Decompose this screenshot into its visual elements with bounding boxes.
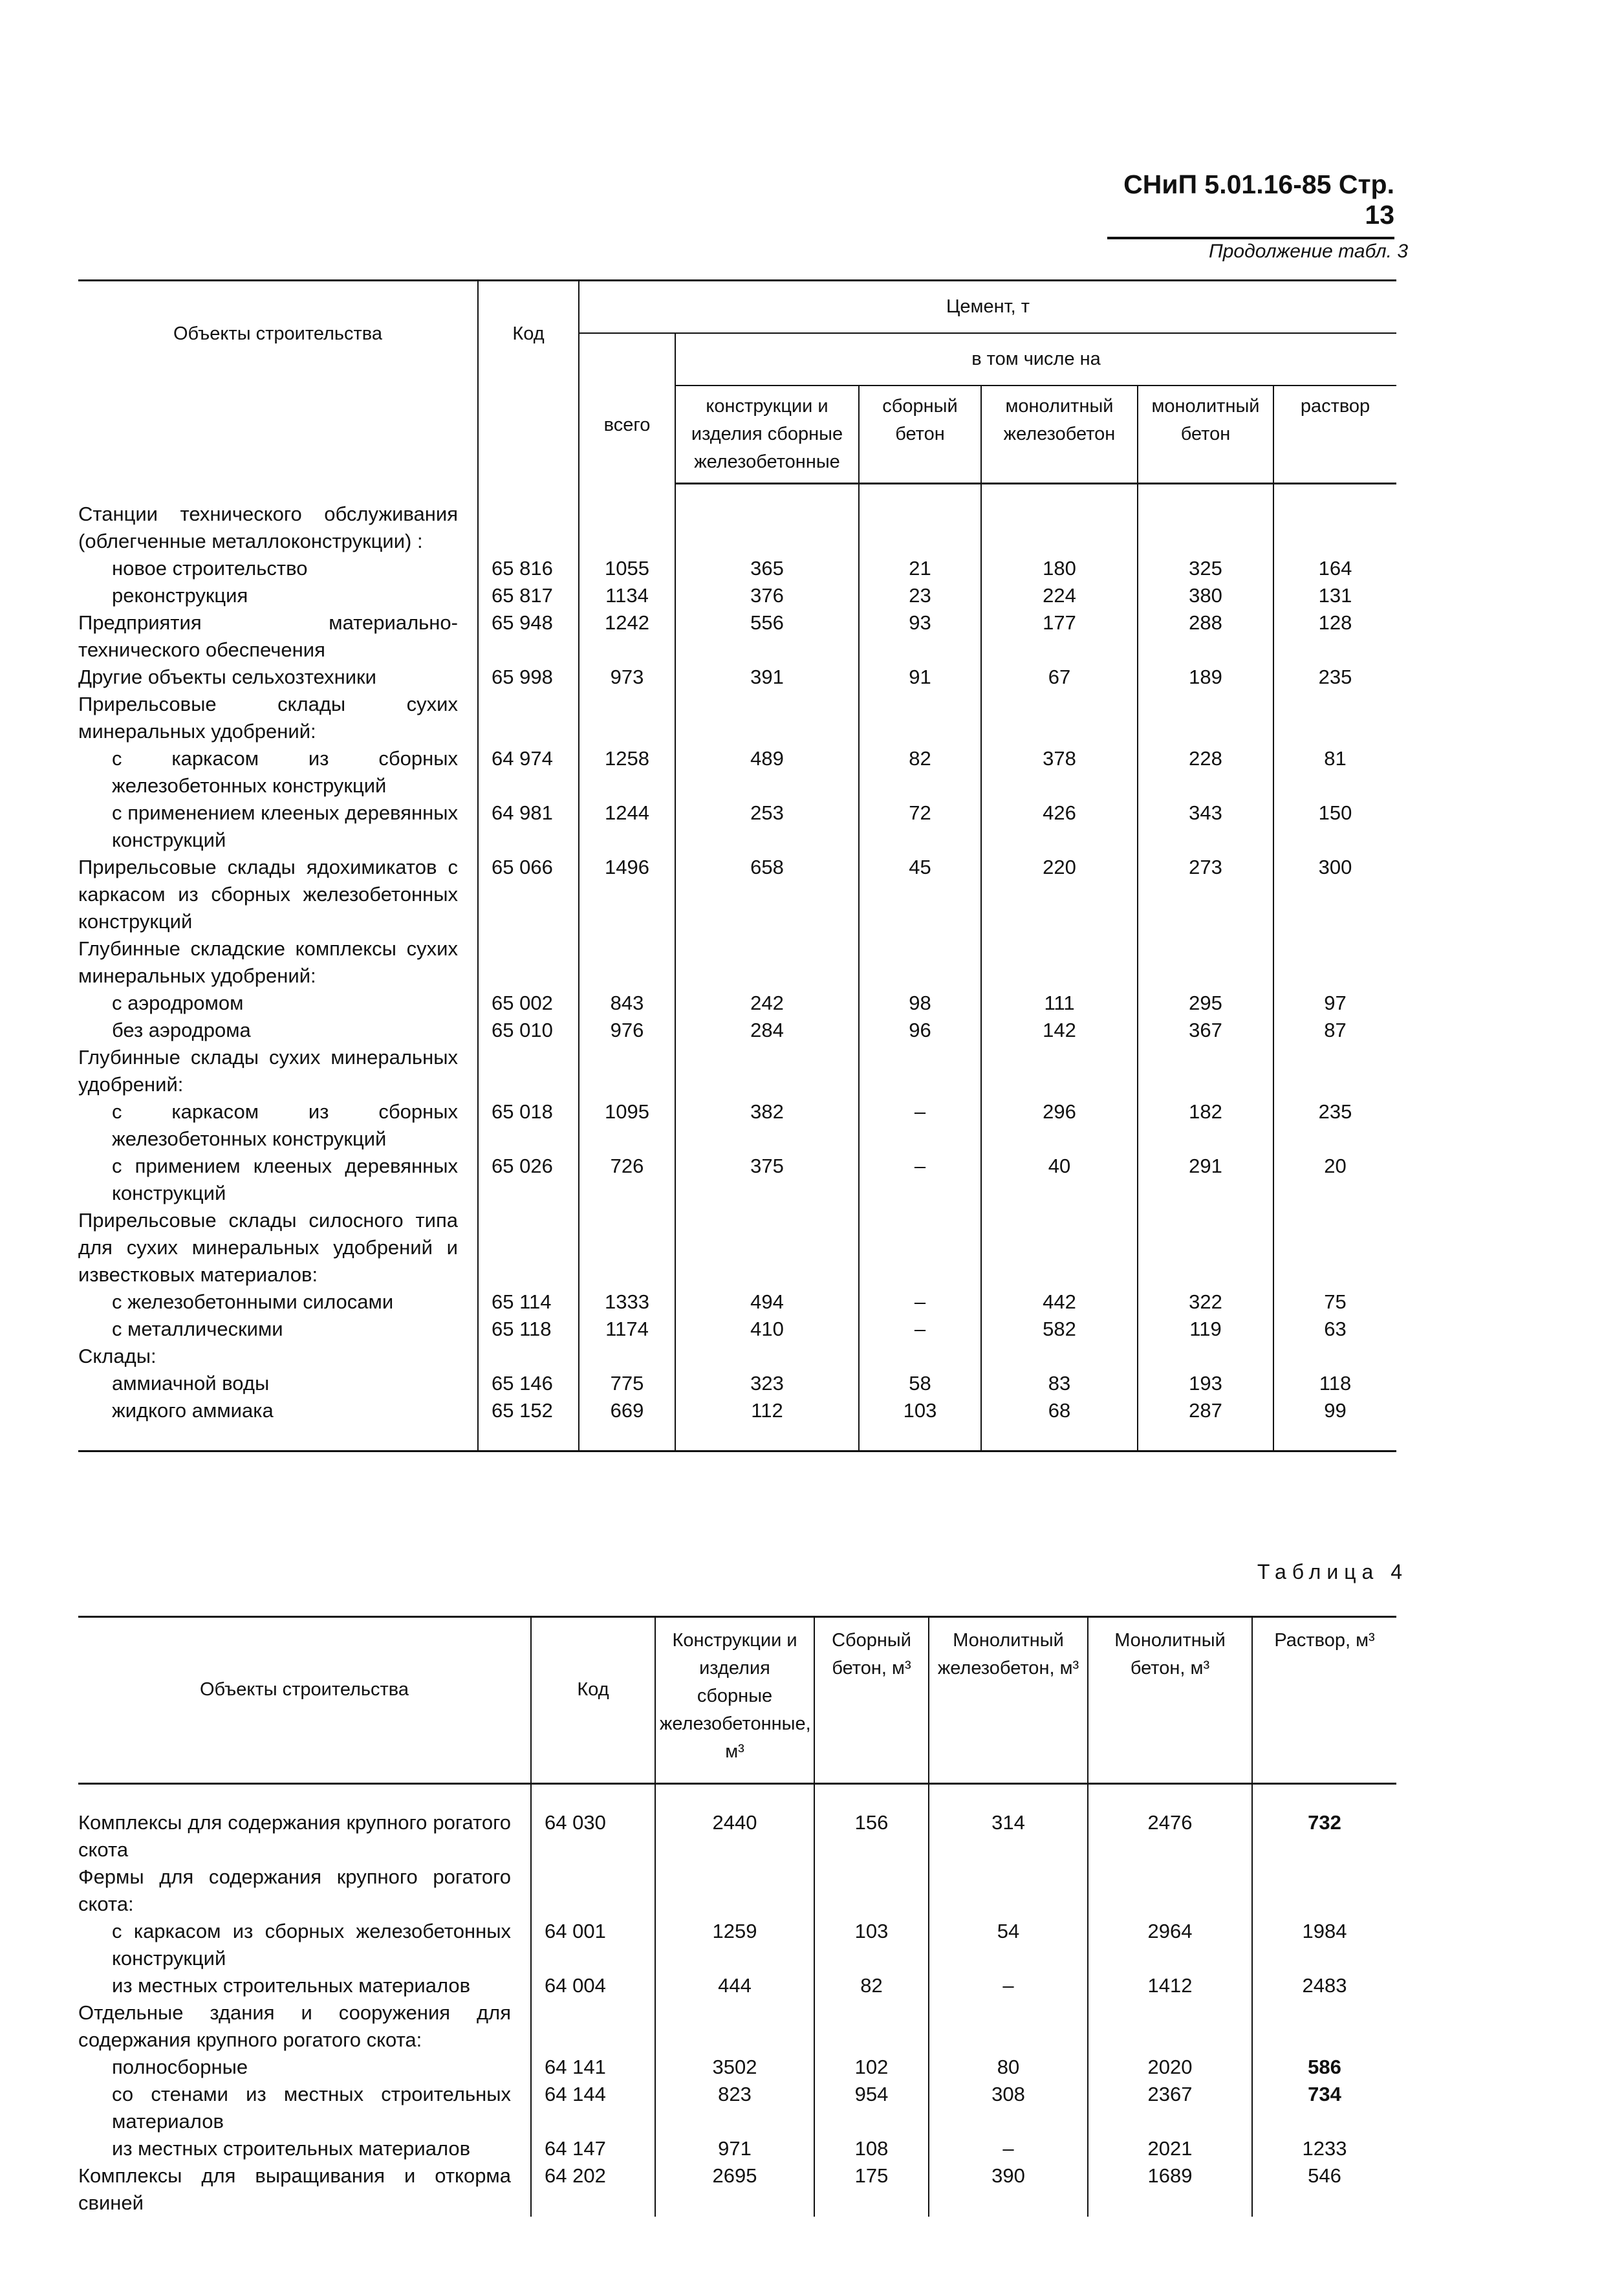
row-value: – — [859, 1098, 981, 1153]
row-value — [1138, 484, 1273, 555]
row-code: 65 146 — [478, 1370, 579, 1397]
row-name: Глубинные складские комплексы сухих минеральных удобрений: — [78, 937, 458, 987]
row-value: 390 — [929, 2162, 1088, 2217]
table-4 — [78, 1616, 1396, 2217]
cement-header: Цемент, т — [579, 281, 1396, 334]
row-value: 220 — [981, 854, 1138, 935]
row-value — [859, 1044, 981, 1098]
row-value: 273 — [1138, 854, 1273, 935]
row-name: Комплексы для содержания крупного рогатого скота — [78, 1811, 511, 1861]
row-value: 2367 — [1088, 2081, 1252, 2135]
row-name: новое строительство — [112, 556, 308, 580]
row-code: 65 998 — [478, 664, 579, 691]
col-monolithic-rc-header: Монолитный железобетон, м³ — [929, 1617, 1088, 1784]
row-value — [981, 1044, 1138, 1098]
row-value — [1273, 1207, 1396, 1288]
row-value: 224 — [981, 582, 1138, 609]
row-name: с каркасом из сборных железобетонных конструкций — [112, 1100, 458, 1150]
row-code: 65 152 — [478, 1397, 579, 1451]
row-value: 391 — [675, 664, 859, 691]
row-value: 1412 — [1088, 1972, 1252, 1999]
row-value: 586 — [1252, 2054, 1396, 2081]
row-value — [929, 1864, 1088, 1918]
col-code-header: Код — [478, 281, 579, 484]
table4-body — [78, 1784, 1396, 2217]
row-value: 91 — [859, 664, 981, 691]
row-code: 65 018 — [478, 1098, 579, 1153]
row-value: – — [929, 1972, 1088, 1999]
row-code — [478, 935, 579, 990]
table-row — [78, 1044, 1396, 1098]
row-value: 63 — [1273, 1316, 1396, 1343]
row-value: 142 — [981, 1017, 1138, 1044]
row-value: 150 — [1273, 799, 1396, 854]
col-monolithic-rc-header: монолитный железобетон — [981, 386, 1138, 484]
table-row — [78, 1153, 1396, 1207]
row-value — [981, 484, 1138, 555]
row-value: 843 — [579, 990, 675, 1017]
row-value: 111 — [981, 990, 1138, 1017]
row-code — [478, 1207, 579, 1288]
row-value — [1088, 1999, 1252, 2054]
table-row — [78, 1397, 1396, 1451]
row-value — [981, 691, 1138, 745]
row-name: Станции технического обслуживания (облегченные металлоконструкции) : — [78, 502, 458, 552]
row-code: 65 002 — [478, 990, 579, 1017]
row-value: – — [859, 1153, 981, 1207]
row-value — [1273, 484, 1396, 555]
table-row — [78, 745, 1396, 799]
row-code — [531, 1999, 655, 2054]
row-value: 54 — [929, 1918, 1088, 1972]
row-value — [579, 1207, 675, 1288]
row-code — [478, 484, 579, 555]
row-value — [814, 1864, 929, 1918]
row-value — [675, 935, 859, 990]
row-name: Предприятия материально-технического обеспечения — [78, 611, 458, 661]
row-value: 669 — [579, 1397, 675, 1451]
row-name: с примением клееных деревянных конструкций — [112, 1154, 458, 1204]
row-value: 343 — [1138, 799, 1273, 854]
row-value: 1242 — [579, 609, 675, 664]
table-row — [78, 555, 1396, 582]
row-value: 322 — [1138, 1288, 1273, 1316]
row-value: 68 — [981, 1397, 1138, 1451]
table-row — [78, 2081, 1396, 2135]
table-row — [78, 1370, 1396, 1397]
row-name: жидкого аммиака — [112, 1398, 274, 1422]
page-header: СНиП 5.01.16-85 Стр. 13 — [1107, 169, 1394, 239]
row-value: 296 — [981, 1098, 1138, 1153]
row-value: 112 — [675, 1397, 859, 1451]
row-value: 2483 — [1252, 1972, 1396, 1999]
row-value: 1134 — [579, 582, 675, 609]
row-value: 314 — [929, 1784, 1088, 1864]
row-value: 426 — [981, 799, 1138, 854]
row-value — [1273, 1343, 1396, 1370]
row-value: 67 — [981, 664, 1138, 691]
row-value: 99 — [1273, 1397, 1396, 1451]
row-value: 93 — [859, 609, 981, 664]
col-mortar-header: раствор — [1273, 386, 1396, 484]
row-name: с железобетонными силосами — [112, 1290, 394, 1313]
row-value — [1273, 1044, 1396, 1098]
col-precast-concrete-header: сборный бетон — [859, 386, 981, 484]
row-value — [1138, 1207, 1273, 1288]
col-monolithic-concrete-header: монолитный бетон — [1138, 386, 1273, 484]
row-value: 726 — [579, 1153, 675, 1207]
row-value: 1055 — [579, 555, 675, 582]
row-value: 75 — [1273, 1288, 1396, 1316]
row-code — [478, 1343, 579, 1370]
row-value: 45 — [859, 854, 981, 935]
row-value: 177 — [981, 609, 1138, 664]
row-name: из местных строительных материалов — [112, 2137, 471, 2160]
row-value — [579, 1343, 675, 1370]
row-value: 175 — [814, 2162, 929, 2217]
row-code: 65 010 — [478, 1017, 579, 1044]
row-value — [1088, 1864, 1252, 1918]
table-row — [78, 1207, 1396, 1288]
row-value: 98 — [859, 990, 981, 1017]
row-name: с каркасом из сборных железобетонных конструкций — [112, 746, 458, 797]
table-row — [78, 1972, 1396, 1999]
row-value — [1138, 1343, 1273, 1370]
row-name: Прирельсовые склады ядохимикатов с каркасом из сборных железобетонных конструкций — [78, 855, 458, 933]
row-value — [981, 1343, 1138, 1370]
row-value: 228 — [1138, 745, 1273, 799]
table-row — [78, 1784, 1396, 1864]
row-code: 65 948 — [478, 609, 579, 664]
row-value: 444 — [655, 1972, 814, 1999]
row-value: 954 — [814, 2081, 929, 2135]
row-name: со стенами из местных строительных материалов — [112, 2083, 511, 2133]
row-value: 658 — [675, 854, 859, 935]
row-value: 164 — [1273, 555, 1396, 582]
row-value: 1095 — [579, 1098, 675, 1153]
row-value: 72 — [859, 799, 981, 854]
table3-body — [78, 484, 1396, 1451]
row-value: 382 — [675, 1098, 859, 1153]
row-value: 494 — [675, 1288, 859, 1316]
row-name: Комплексы для выращивания и откорма свиней — [78, 2164, 511, 2214]
row-name: Прирельсовые склады силосного типа для сухих минеральных удобрений и известковых материалов: — [78, 1208, 458, 1286]
row-value: 180 — [981, 555, 1138, 582]
row-code: 64 147 — [531, 2135, 655, 2162]
row-name: Отдельные здания и сооружения для содержания крупного рогатого скота: — [78, 2001, 511, 2051]
row-value: 2021 — [1088, 2135, 1252, 2162]
row-value — [579, 484, 675, 555]
row-value — [675, 484, 859, 555]
col-objects-header: Объекты строительства — [173, 323, 383, 344]
row-value: 118 — [1273, 1370, 1396, 1397]
row-value: 308 — [929, 2081, 1088, 2135]
row-value — [675, 1343, 859, 1370]
row-value: 82 — [814, 1972, 929, 1999]
table-row — [78, 854, 1396, 935]
row-value: 103 — [814, 1918, 929, 1972]
row-value: – — [859, 1288, 981, 1316]
row-value: 378 — [981, 745, 1138, 799]
row-code: 64 030 — [531, 1784, 655, 1864]
row-value — [859, 1207, 981, 1288]
row-value: 108 — [814, 2135, 929, 2162]
row-value: 976 — [579, 1017, 675, 1044]
col-code-header: Код — [531, 1617, 655, 1784]
row-name: Склады: — [78, 1344, 157, 1367]
col-mortar-header: Раствор, м³ — [1252, 1617, 1396, 1784]
row-value — [859, 935, 981, 990]
row-value: 96 — [859, 1017, 981, 1044]
row-value: 973 — [579, 664, 675, 691]
table-row — [78, 484, 1396, 555]
row-value: 367 — [1138, 1017, 1273, 1044]
row-value: 1496 — [579, 854, 675, 935]
table-row — [78, 664, 1396, 691]
row-value: 1233 — [1252, 2135, 1396, 2162]
row-value: 40 — [981, 1153, 1138, 1207]
row-value: 2020 — [1088, 2054, 1252, 2081]
row-value: 556 — [675, 609, 859, 664]
table3-continuation-label: Продолжение табл. 3 — [1209, 241, 1408, 262]
row-value: 734 — [1252, 2081, 1396, 2135]
row-value — [859, 1343, 981, 1370]
table4-label: Таблица 4 — [1257, 1560, 1408, 1583]
row-value: 1174 — [579, 1316, 675, 1343]
row-value: 189 — [1138, 664, 1273, 691]
row-name: без аэродрома — [112, 1018, 251, 1041]
row-value: 235 — [1273, 1098, 1396, 1153]
row-value: 287 — [1138, 1397, 1273, 1451]
row-value — [981, 1207, 1138, 1288]
table-3 — [78, 279, 1396, 1452]
col-precast-concrete-header: Сборный бетон, м³ — [814, 1617, 929, 1784]
row-value: 323 — [675, 1370, 859, 1397]
row-code: 65 026 — [478, 1153, 579, 1207]
row-name: полносборные — [112, 2056, 248, 2078]
row-value — [814, 1999, 929, 2054]
row-value: 242 — [675, 990, 859, 1017]
table-row — [78, 2054, 1396, 2081]
row-value: 82 — [859, 745, 981, 799]
row-value — [579, 935, 675, 990]
table-row — [78, 1918, 1396, 1972]
row-name: с каркасом из сборных железобетонных конструкций — [112, 1920, 511, 1970]
row-code — [478, 691, 579, 745]
row-code: 64 001 — [531, 1918, 655, 1972]
row-value: 2476 — [1088, 1784, 1252, 1864]
row-value: 119 — [1138, 1316, 1273, 1343]
row-value — [981, 935, 1138, 990]
row-value: 235 — [1273, 664, 1396, 691]
row-value: 300 — [1273, 854, 1396, 935]
table-row — [78, 1864, 1396, 1918]
row-name: с применением клееных деревянных конструкций — [112, 801, 458, 851]
row-name: с металлическими — [112, 1317, 283, 1340]
row-code: 65 066 — [478, 854, 579, 935]
row-value: 23 — [859, 582, 981, 609]
row-value: 81 — [1273, 745, 1396, 799]
row-code: 64 202 — [531, 2162, 655, 2217]
row-name: аммиачной воды — [112, 1371, 270, 1395]
row-value: 376 — [675, 582, 859, 609]
row-value — [675, 1044, 859, 1098]
row-value: 58 — [859, 1370, 981, 1397]
row-value: 489 — [675, 745, 859, 799]
table-row — [78, 1017, 1396, 1044]
row-value: 1333 — [579, 1288, 675, 1316]
row-value — [1273, 691, 1396, 745]
row-code — [531, 1864, 655, 1918]
row-code: 64 144 — [531, 2081, 655, 2135]
row-value: 732 — [1252, 1784, 1396, 1864]
col-precast-rc-header: Конструкции и изделия сборные железобетонные, м³ — [655, 1617, 814, 1784]
row-value: 1689 — [1088, 2162, 1252, 2217]
row-value: 295 — [1138, 990, 1273, 1017]
row-code: 65 114 — [478, 1288, 579, 1316]
row-name: с аэродромом — [112, 991, 244, 1014]
row-value: 284 — [675, 1017, 859, 1044]
row-value: 325 — [1138, 555, 1273, 582]
table-row — [78, 990, 1396, 1017]
row-value: 823 — [655, 2081, 814, 2135]
table-row — [78, 935, 1396, 990]
row-name: Другие объекты сельхозтехники — [78, 665, 376, 688]
row-name: Прирельсовые склады сухих минеральных удобрений: — [78, 692, 458, 743]
row-value: 1259 — [655, 1918, 814, 1972]
row-value: 182 — [1138, 1098, 1273, 1153]
row-value: 410 — [675, 1316, 859, 1343]
row-value: 21 — [859, 555, 981, 582]
row-code: 65 118 — [478, 1316, 579, 1343]
row-value: 380 — [1138, 582, 1273, 609]
table-row — [78, 2162, 1396, 2217]
row-value: 87 — [1273, 1017, 1396, 1044]
row-value — [1138, 935, 1273, 990]
row-value — [1252, 1864, 1396, 1918]
row-value: 971 — [655, 2135, 814, 2162]
row-value: 1984 — [1252, 1918, 1396, 1972]
table-row — [78, 582, 1396, 609]
col-monolithic-concrete-header: Монолитный бетон, м³ — [1088, 1617, 1252, 1784]
row-value: 193 — [1138, 1370, 1273, 1397]
row-code: 64 981 — [478, 799, 579, 854]
row-value — [929, 1999, 1088, 2054]
row-value — [579, 1044, 675, 1098]
row-value: 582 — [981, 1316, 1138, 1343]
table-row — [78, 1098, 1396, 1153]
row-value: 1244 — [579, 799, 675, 854]
col-objects-header: Объекты строительства — [78, 1617, 531, 1784]
row-value: 131 — [1273, 582, 1396, 609]
table-row — [78, 609, 1396, 664]
row-name: из местных строительных материалов — [112, 1974, 471, 1997]
row-value — [1138, 1044, 1273, 1098]
row-value: 2695 — [655, 2162, 814, 2217]
row-code: 65 817 — [478, 582, 579, 609]
row-code — [478, 1044, 579, 1098]
row-value — [675, 691, 859, 745]
row-value: 156 — [814, 1784, 929, 1864]
row-value: 2440 — [655, 1784, 814, 1864]
row-value — [859, 691, 981, 745]
table-row — [78, 1999, 1396, 2054]
row-value: 375 — [675, 1153, 859, 1207]
row-value: 103 — [859, 1397, 981, 1451]
table-row — [78, 1316, 1396, 1343]
row-value: 546 — [1252, 2162, 1396, 2217]
row-value: – — [929, 2135, 1088, 2162]
row-value: 291 — [1138, 1153, 1273, 1207]
row-name: Глубинные склады сухих минеральных удобрений: — [78, 1045, 458, 1096]
row-code: 65 816 — [478, 555, 579, 582]
row-value: 442 — [981, 1288, 1138, 1316]
row-value — [675, 1207, 859, 1288]
col-precast-rc-header: конструкции и изделия сборные железобетонные — [675, 386, 859, 484]
row-value: 80 — [929, 2054, 1088, 2081]
row-code: 64 141 — [531, 2054, 655, 2081]
row-name: реконструкция — [112, 583, 248, 607]
row-value — [1138, 691, 1273, 745]
row-value — [1273, 935, 1396, 990]
col-total-header: всего — [579, 333, 675, 484]
table-row — [78, 2135, 1396, 2162]
row-value — [655, 1999, 814, 2054]
row-code: 64 974 — [478, 745, 579, 799]
row-value — [1252, 1999, 1396, 2054]
row-value: 20 — [1273, 1153, 1396, 1207]
row-value: 2964 — [1088, 1918, 1252, 1972]
row-name: Фермы для содержания крупного рогатого скота: — [78, 1865, 511, 1915]
table-row — [78, 1343, 1396, 1370]
row-value: 128 — [1273, 609, 1396, 664]
including-header: в том числе на — [675, 333, 1396, 386]
row-value: 83 — [981, 1370, 1138, 1397]
row-value: 1258 — [579, 745, 675, 799]
row-value: 3502 — [655, 2054, 814, 2081]
table-row — [78, 799, 1396, 854]
row-value — [655, 1864, 814, 1918]
row-value: – — [859, 1316, 981, 1343]
row-value: 288 — [1138, 609, 1273, 664]
row-value: 365 — [675, 555, 859, 582]
row-value: 253 — [675, 799, 859, 854]
table-row — [78, 691, 1396, 745]
table-row — [78, 1288, 1396, 1316]
row-value: 97 — [1273, 990, 1396, 1017]
row-value — [859, 484, 981, 555]
row-value — [579, 691, 675, 745]
row-value: 775 — [579, 1370, 675, 1397]
row-value: 102 — [814, 2054, 929, 2081]
row-code: 64 004 — [531, 1972, 655, 1999]
